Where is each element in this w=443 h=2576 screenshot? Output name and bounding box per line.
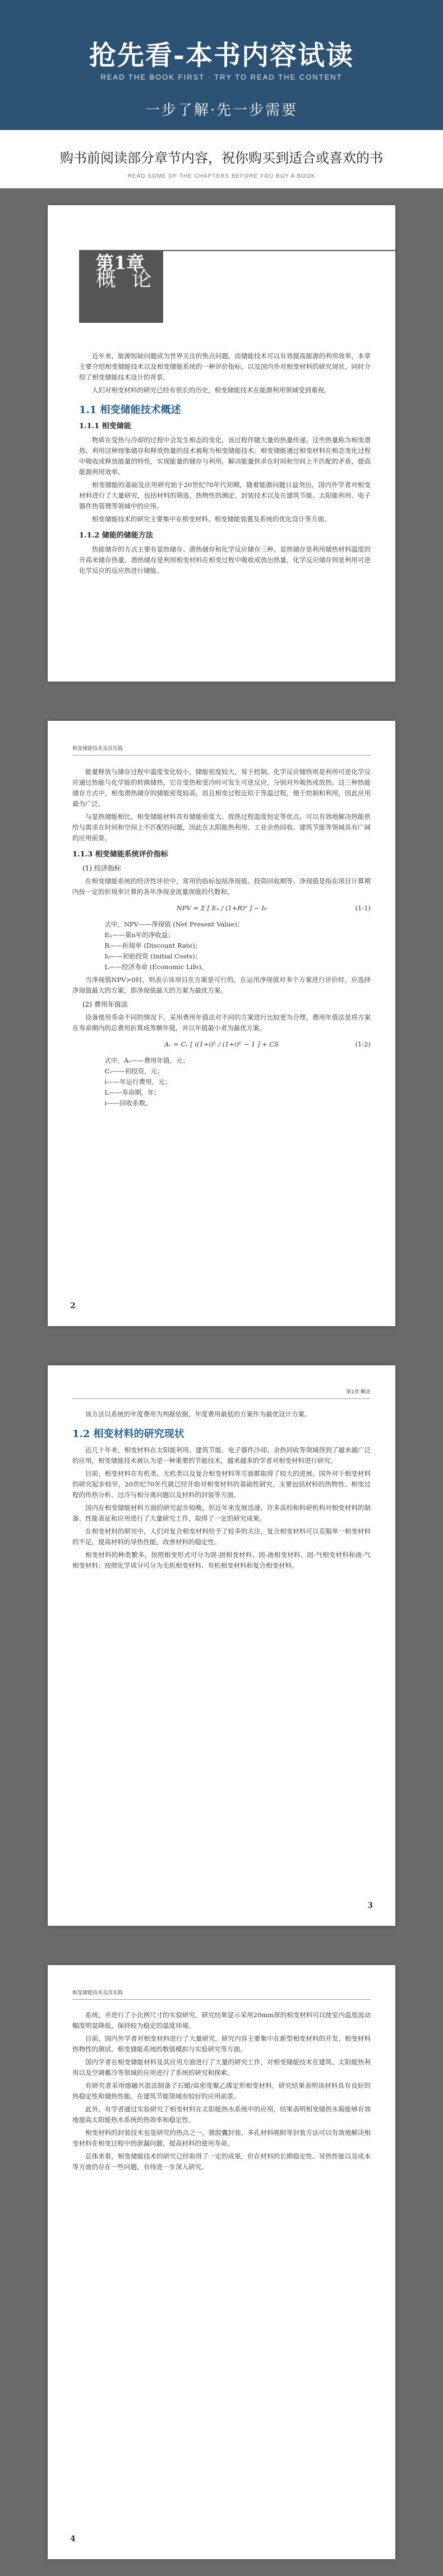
paragraph: 在相变储能系统的经济性评价中，常用的指标包括净现值、投资回收期等。净现值是指在项目计算期内按一定的折现率计算的各年净现金流量现值的代数和。: [72, 877, 371, 896]
paragraph: 此外，有学者通过实验研究了相变材料在太阳能热水系统中的应用，结果表明相变储热水箱能够有效地提高太阳能热水系统的热效率和稳定性。: [72, 2105, 371, 2124]
paragraph: 国内学者在相变储能材料及其应用方面进行了大量的研究工作，对相变储能技术在建筑、太阳能热利用以及空调蓄冷等领域的应用进行了系统的研究和探索。: [72, 2058, 371, 2077]
page-gap: [0, 1326, 443, 1365]
definition: i——年运行费用，元；: [104, 1078, 172, 1086]
definition: Cᵥ——初投资，元；: [104, 1067, 164, 1075]
header-banner: [0, 0, 443, 130]
paragraph: 与显热储能相比，相变储能材料具有储能密度大、放热过程温度恒定等优点，可以有效地解决热能供给与需求在时间和空间上不匹配的问题，因此在太阳能热利用、工业余热回收、建筑节能等领域具有广阔的应用前景。: [72, 813, 371, 842]
banner-title: 抢先看-本书内容试读: [89, 40, 354, 71]
formula-expression: Aᵥ = Cᵥ [ i(1+i)ᴸ / (1+i)ᴸ − 1 ] + CS: [164, 1040, 279, 1048]
definition: Eₙ——第n年的净收益；: [104, 931, 174, 939]
chapter-rule: [163, 250, 395, 251]
page-gap: [0, 1926, 443, 1965]
running-head: 相变储能技术及其实践: [72, 743, 371, 756]
page-number: 3: [367, 1901, 373, 1910]
definition: L——寿命期，年；: [104, 1088, 161, 1096]
paragraph: 当净现值NPV>0时，则表示该项目在方案是可行的，在运用净现值对多个方案进行评价时，应选择净现值最大的方案，即净现值最大的方案为最优方案。: [72, 976, 371, 994]
paragraph: 相变储能的基础及应用研究始于20世纪70年代初期，随着能源问题日益突出，国内外学者对相变材料进行了大量研究，包括材料的筛选、热物性的测定、封装技术以及在建筑节能、太阳能利用、电子器件热管理等领域中的应用。: [79, 481, 371, 510]
page-number: 2: [70, 1301, 76, 1310]
definition: 式中，NPV——净现值 (Net Present Value)；: [104, 920, 244, 928]
paragraph: 能量释放与储存过程中温度变化较小，储能密度较大，易于控制。化学反应储热则是利用可逆化学反应通过热能与化学能的转换储热，它在受热和受冷时可发生可逆反应，分别对外吸热或放热。这三种热能储存方式中，相变潜热储存的储能密度较高，而且相变过程近似于等温过程，便于控制和利用，因此应用最为广泛。: [72, 768, 371, 808]
formula: [72, 903, 371, 914]
paragraph: 国内在相变储能材料方面的研究起步较晚，但近年来发展迅速，许多高校和科研机构对相变材料的制备、性能表征和应用进行了大量研究工作，取得了一定的研究成果。: [72, 1504, 371, 1522]
section-heading: 1.2 相变材料的研究现状: [72, 1428, 184, 1440]
book-page-1: [48, 205, 395, 682]
paragraph: 物质在受热与冷却的过程中会发生相态的变化，该过程伴随大量的热量传递。这些热量称为相变潜热，利用这种现象储存和释放热量的技术被称为相变储能技术。相变储能通过相变材料在相态变化过程中吸收或释放能量的特性，实现能量的储存与利用，解决能量供求在时间和空间上不匹配的矛盾，提高能源利用效率。: [79, 436, 371, 476]
subsection-heading: 1.1.1 相变储能: [79, 422, 131, 430]
paragraph: 相变材料的封装技术也是研究的热点之一，微胶囊封装、多孔材料吸附等封装方法可以有效地解决相变材料在相变过程中的泄漏问题，提高材料的使用寿命。: [72, 2129, 371, 2147]
paragraph: 人们对相变材料的研究已经有很长的历史，相变储能技术在能源利用领域受到重视。: [92, 386, 331, 394]
paragraph: 设备使用寿命不同的情况下，采用费用年值法对不同的方案进行比较更为合理。费用年值法是将方案在寿命期内的总费用折算成等额年值，并以年值最小者为最优方案。: [72, 1013, 371, 1032]
page-number: 4: [70, 2535, 76, 2543]
paragraph: 近年来，能源短缺问题成为世界关注的焦点问题，而储能技术可以有效提高能源的利用效率，本章主要介绍相变储能技术以及相变储能系统的一种评价指标，以及国内外对相变材料的研究现状，同时介绍了相变储能技术设计的背景。: [79, 352, 371, 381]
book-page-4: [48, 1965, 395, 2559]
equation-number: (1-2): [355, 1040, 371, 1048]
paragraph: 热能储存的方式主要有显热储存、潜热储存和化学反应储存三种。显热储存是利用储热材料温度的升高来储存热量，潜热储存是利用相变材料在相变过程中吸收或放出热量，化学反应储存则是利用可逆化学反应的反应热进行储能。: [79, 545, 371, 574]
paragraph: 总体来看，相变储能技术的研究已经取得了一定的成果，但在材料的长期稳定性、导热性能以及成本等方面仍存在一些问题，有待进一步深入研究。: [72, 2152, 371, 2171]
chapter-box: [79, 250, 163, 323]
definition: I₀——初始投资 (Initial Costs)；: [104, 952, 202, 960]
intro-main: 购书前阅读部分章节内容，祝你购买到适合或喜欢的书: [60, 150, 383, 166]
paragraph: 系统，并进行了小比例尺寸的实验研究，研究结果显示采用20mm厚的相变材料可以使室内温度波动幅度明显降低，保持较为稳定的温度环境。: [72, 2011, 371, 2030]
page-gap: [0, 682, 443, 721]
formula-expression: NPV = Σ [ Eₙ / (1+R)ⁿ ] − I₀: [176, 904, 267, 912]
intro: [0, 130, 443, 188]
paragraph: 相变储能技术的研究主要集中在相变材料、相变储能装置及系统的优化设计等方面。: [92, 515, 331, 523]
chapter-name: 概 论: [96, 268, 156, 291]
chapter-header: [79, 244, 371, 351]
book-page-3: [48, 1365, 395, 1926]
definition-list: [105, 1055, 371, 1109]
paragraph: 有研究者采用熔融共混法制备了石蜡/高密度聚乙烯定形相变材料，研究结果表明该材料具有良好的热稳定性和储热性能，在建筑节能领域有较好的应用前景。: [72, 2082, 371, 2100]
definition: 式中，Aᵥ——费用年值，元；: [104, 1057, 190, 1064]
definition: R——折现率 (Discount Rate)；: [104, 942, 202, 949]
banner-slogan: 一步了解·先一步需要: [145, 102, 298, 119]
paragraph: 目前，国内外学者对相变材料进行了大量研究，研究内容主要集中在新型相变材料的开发、相变材料热物性的测试、相变储能系统的数值模拟与实验研究等方面。: [72, 2035, 371, 2053]
banner-subtitle: READ THE BOOK FIRST · TRY TO READ THE CONTENT: [100, 73, 343, 81]
sub-heading: (1) 经济指标: [82, 864, 121, 872]
running-head: 第1章 概论: [72, 1387, 371, 1399]
book-page-2: [48, 721, 395, 1326]
running-head: 相变储能技术及其实践: [72, 1987, 371, 2000]
section-heading: 1.1 相变储能技术概述: [79, 404, 181, 416]
formula: [72, 1039, 371, 1050]
subsection-heading: 1.1.2 储能的储能方法: [79, 531, 153, 540]
paragraph: 近几十年来，相变材料在太阳能利用、建筑节能、电子器件冷却、余热回收等领域得到了越来越广泛的应用，相变储能技术被认为是一种重要的节能技术，越来越多的学者对相变材料进行研究。: [72, 1446, 371, 1465]
paragraph: 相变材料的种类繁多，按照相变形式可分为固-固相变材料、固-液相变材料、固-气相变材料和液-气相变材料；按照化学成分可分为无机相变材料、有机相变材料和复合相变材料。: [72, 1551, 371, 1569]
sub-heading: (2) 费用年值法: [82, 1000, 128, 1008]
paragraph: 在相变材料的研究中，人们对复合相变材料给予了较多的关注，复合相变材料可以克服单一相变材料的不足，提高材料的导热性能，改善材料的稳定性。: [72, 1527, 371, 1546]
paragraph: 该方法以系统的年度费用为判据依据，年度费用最低的方案作为最优设计方案。: [85, 1410, 311, 1418]
subsection-heading: 1.1.3 相变储能系统评价指标: [72, 850, 168, 859]
definition: L——经济寿命 (Economic Life)。: [104, 963, 208, 971]
chapter-number: 第1章: [96, 252, 145, 274]
definition-list: [105, 919, 371, 972]
definition: i——回收系数。: [104, 1099, 152, 1107]
intro-sub: READ SOME OF THE CHAPTERS BEFORE YOU BUY A BOOK: [127, 173, 316, 179]
equation-number: (1-1): [355, 904, 371, 912]
paragraph: 目前，相变材料在有机类、无机类以及复合相变材料等方面都取得了较大的进展。国外对于相变材料的研究起步较早，20世纪70年代就已经开始对相变材料的基础性研究，主要包括材料的热物性、相变过程的传热分析、过冷与相分离问题以及材料的封装等方面。: [72, 1470, 371, 1499]
pages-area: [0, 188, 443, 2576]
